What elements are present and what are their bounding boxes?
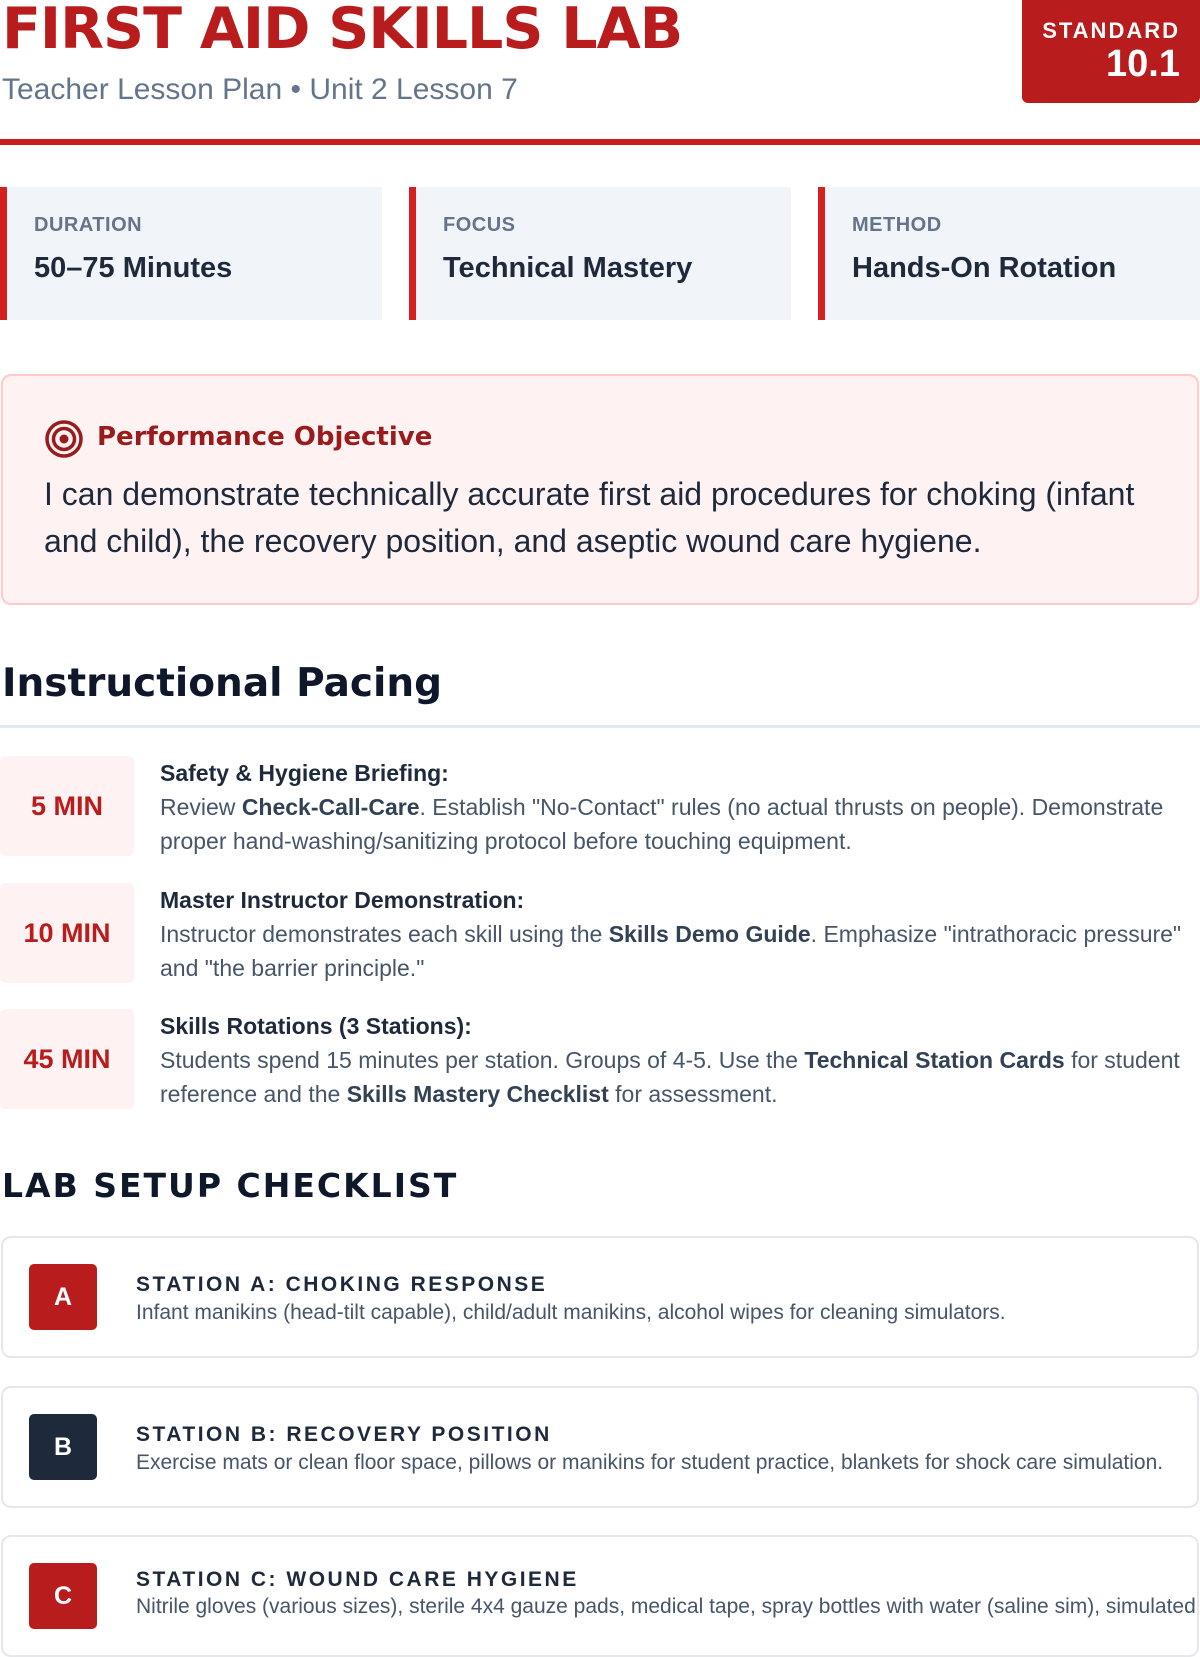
station-description: Infant manikins (head-tilt capable), child/adult manikins, alcohol wipes for cleaning simulators. <box>136 1301 1006 1324</box>
station-title: STATION A: CHOKING RESPONSE <box>136 1273 548 1296</box>
method-card <box>818 187 1200 320</box>
duration-label: DURATION <box>34 214 143 236</box>
lab-setup-title: LAB SETUP CHECKLIST <box>2 1166 459 1205</box>
duration-value: 50–75 Minutes <box>34 252 233 284</box>
pacing-item-title: Master Instructor Demonstration: <box>160 887 525 913</box>
standard-badge <box>1022 0 1200 103</box>
header-divider <box>0 139 1200 145</box>
station-title: STATION C: WOUND CARE HYGIENE <box>136 1568 579 1591</box>
objective-heading: Performance Objective <box>97 422 433 452</box>
page-header <box>0 0 1200 148</box>
station-card-a <box>1 1236 1199 1358</box>
page-title: FIRST AID SKILLS LAB <box>2 0 683 62</box>
method-label: METHOD <box>852 214 942 236</box>
pacing-item <box>0 1009 1200 1109</box>
station-description: Nitrile gloves (various sizes), sterile 4x4 gauze pads, medical tape, spray bottles with water (saline sim), simulated <box>136 1595 1196 1618</box>
pacing-item-description: Instructor demonstrates each skill using the Skills Demo Guide. Emphasize "intrathoracic pressure" and "the barrier principle." <box>160 921 1182 981</box>
pacing-item-title: Skills Rotations (3 Stations): <box>160 1013 472 1039</box>
standard-value: 10.1 <box>1106 43 1180 85</box>
focus-card <box>409 187 791 320</box>
performance-objective-box <box>1 374 1199 605</box>
focus-label: FOCUS <box>443 214 516 236</box>
objective-text: I can demonstrate technically accurate first aid procedures for choking (infant and child), the recovery position, and aseptic wound care hygiene. <box>44 476 1135 559</box>
pacing-item-description: Review Check-Call-Care. Establish "No-Contact" rules (no actual thrusts on people). Demonstrate proper hand-washing/sanitizing protocol before touching equipment. <box>160 794 1164 854</box>
target-icon <box>44 419 84 459</box>
station-card-b <box>1 1386 1199 1508</box>
station-title: STATION B: RECOVERY POSITION <box>136 1423 552 1446</box>
focus-value: Technical Mastery <box>443 252 693 284</box>
pacing-item-title: Safety & Hygiene Briefing: <box>160 760 449 786</box>
pacing-divider <box>0 725 1200 728</box>
duration-card <box>0 187 382 320</box>
time-badge: 45 MIN <box>0 1009 134 1109</box>
station-card-c <box>1 1535 1199 1657</box>
station-letter-badge: A <box>29 1264 97 1330</box>
standard-label: STANDARD <box>1042 18 1180 43</box>
pacing-item <box>0 756 1200 856</box>
pacing-item-description: Students spend 15 minutes per station. Groups of 4-5. Use the Technical Station Cards for student reference and the Skills Mastery Checklist for assessment. <box>160 1047 1180 1107</box>
station-letter-badge: B <box>29 1414 97 1480</box>
pacing-title: Instructional Pacing <box>2 661 443 706</box>
station-description: Exercise mats or clean floor space, pillows or manikins for student practice, blankets for shock care simulation. <box>136 1451 1164 1474</box>
method-value: Hands-On Rotation <box>852 252 1117 284</box>
time-badge: 5 MIN <box>0 756 134 856</box>
pacing-item <box>0 883 1200 983</box>
station-letter-badge: C <box>29 1563 97 1629</box>
page-subtitle: Teacher Lesson Plan • Unit 2 Lesson 7 <box>2 73 518 106</box>
time-badge: 10 MIN <box>0 883 134 983</box>
